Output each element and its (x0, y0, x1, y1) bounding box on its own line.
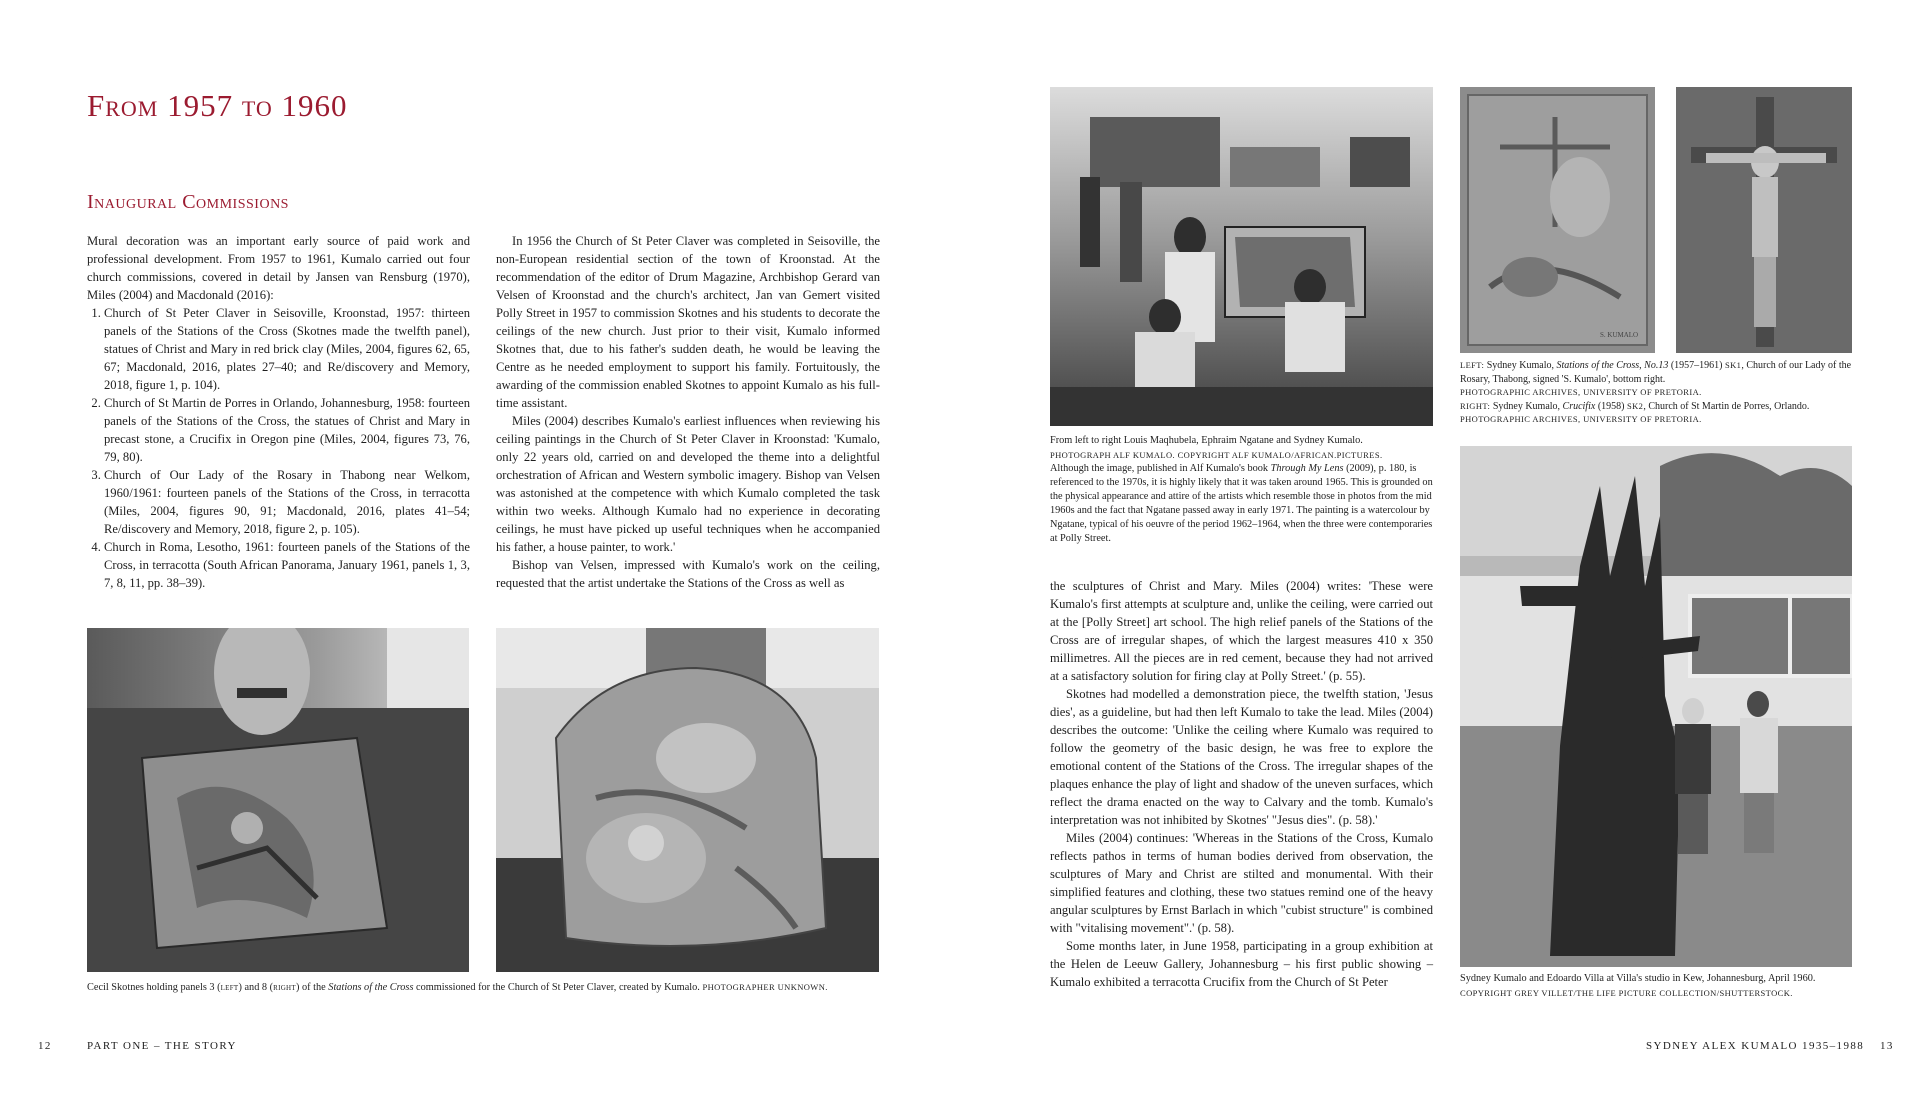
body-paragraph: Miles (2004) describes Kumalo's earliest influences when reviewing his ceiling paintings in the Church of St Peter Claver in Kroonstad: 'Kumalo, only 22 years old, carried on and developed the theme into a delightful orchestration of African and Western symbolic imagery. Bishop van Velsen was astonished at the competence with which Kumalo completed the task within two weeks. Although Kumalo had no experience in decorating ceilings, he must have picked up useful techniques when he accompanied his father, a house painter, to work.' (496, 414, 880, 554)
photo-skotnes-panel-8 (496, 628, 879, 972)
list-item: 2. Church of St Martin de Porres in Orlando, Johannesburg, 1958: fourteen panels of the Stations of the Cross, the statues of Christ and Mary in precast stone, a Crucifix in Oregon pine (Miles, 2004, figures 73, 76, 79, 80). (104, 394, 470, 466)
list-item: 1. Church of St Peter Claver in Seisoville, Kroonstad, 1957: thirteen panels of the Stations of the Cross (Skotnes made the twelfth panel), statues of Christ and Mary in red brick clay (Miles, 2004, figures 62, 65, 67; Macdonald, 2016, plates 27–40; and Re/discovery and Memory, 2018, figure 1, p. 104). (104, 304, 470, 394)
photo-three-artists (1050, 87, 1433, 426)
running-footer: SYDNEY ALEX KUMALO 1935–1988 (1646, 1040, 1865, 1052)
signature-text: S. KUMALO (1600, 331, 1639, 339)
photo-caption-three-artists: From left to right Louis Maqhubela, Ephraim Ngatane and Sydney Kumalo. PHOTOGRAPH ALF KUMALO. COPYRIGHT ALF KUMALO/AFRICAN.PICTURES. Although the image, published in Alf Kumalo's book Through My Lens (2009), p. 180, is referenced to the 1970s, it is highly likely that it was taken around 1965. This is grounded on the physical appearance and attire of the artists which resemble those in photos from the mid 1960s and the fact that Ngatane passed away in early 1971. The painting is a watercolour by Ngatane, typical of his oeuvre of the period 1962–1964, when the three were contemporaries at Polly Street. (1050, 435, 1433, 544)
photo-crucifix (1676, 87, 1852, 353)
body-paragraph: the sculptures of Christ and Mary. Miles (2004) writes: 'These were Kumalo's first attempts at sculpture and, unlike the ceiling, were carried out at the [Polly Street] art school. The high relief panels of the Stations of the Cross are of irregular shapes, of which the largest measures 410 x 350 millimetres. All the pieces are in red cement, because they had not arrived at a satisfactory solution for firing clay at Polly Street.' (p. 55). (1050, 579, 1433, 683)
running-footer: PART ONE – THE STORY (87, 1040, 237, 1052)
intro-paragraph: Mural decoration was an important early source of paid work and professional development. From 1957 to 1961, Kumalo carried out four church commissions, covered in detail by Jansen van Rensburg (1970), Miles (2004) and Macdonald (2016): (87, 234, 470, 302)
photo-caption-reliefs: LEFT: Sydney Kumalo, Stations of the Cross, No.13 (1957–1961) SK1, Church of our Lady of the Rosary, Thabong, signed 'S. Kumalo', bottom right. PHOTOGRAPHIC ARCHIVES, UNIVERSITY OF PRETORIA. RIGHT: Sydney Kumalo, Crucifix (1958) SK2, Church of St Martin de Porres, Orlando. PHOTOGRAPHIC ARCHIVES, UNIVERSITY OF PRETORIA. (1460, 360, 1852, 425)
photo-caption-villa: Sydney Kumalo and Edoardo Villa at Villa's studio in Kew, Johannesburg, April 1960. COPYRIGHT GREY VILLET/THE LIFE PICTURE COLLECTION/SHUTTERSTOCK. (1460, 973, 1816, 998)
text-column-1 (87, 232, 470, 592)
photo-kumalo-villa-studio (1460, 446, 1852, 967)
body-paragraph: In 1956 the Church of St Peter Claver was completed in Seisoville, the non-European residential section of the town of Kroonstad. At the recommendation of the editor of Drum Magazine, Archbishop Gerard van Velsen of Kroonstad and the church's architect, Jan van Gemert visited Polly Street in 1957 to commission Skotnes and his students to decorate the ceilings of the new church. Just prior to their visit, Kumalo informed Skotnes that, due to his father's sudden death, he would be leaving the Centre as he needed employment to support his family. Fortuitously, the awarding of the commission enabled Skotnes to appoint Kumalo as his full-time assistant. (496, 234, 880, 410)
photo-stations-no13 (1460, 87, 1655, 353)
photo-note: Although the image, published in Alf Kumalo's book Through My Lens (2009), p. 180, is referenced to the 1970s, it is highly likely that it was taken around 1965. This is grounded on the physical appearance and attire of the artists which resemble those in photos from the mid 1960s and the fact that Ngatane passed away in early 1971. The painting is a watercolour by Ngatane, typical of his oeuvre of the period 1962–1964, when the three were contemporaries at Polly Street. (1050, 463, 1433, 544)
text-column-2 (496, 232, 880, 592)
page-number: 12 (38, 1040, 52, 1052)
section-heading: Inaugural Commissions (87, 191, 289, 213)
body-paragraph: Miles (2004) continues: 'Whereas in the Stations of the Cross, Kumalo reflects pathos in terms of human bodies derived from observation, the sculptures of Mary and Christ are stilted and monumental. With their simplified features and clothing, these two statues remind one of the heavy angular sculptures by Ernst Barlach in which "cubist structure" is combined with "vitalising movement".' (p. 58). (1050, 831, 1433, 935)
body-paragraph: Skotnes had modelled a demonstration piece, the twelfth station, 'Jesus dies', as a guideline, but had then left Kumalo to take the lead. Miles (2004) describes the outcome: 'Unlike the ceiling where Kumalo was required to follow the geometry of the basic design, he was free to explore the emotional content of the Stations of the Cross. The irregular shapes of the plaques enhance the play of light and shadow of the uneven surfaces, which reflect the drama enacted on the way to Calvary and the tomb. Kumalo's interpretation was not inhibited by Skotnes' "Jesus dies". (p. 58).' (1050, 687, 1433, 827)
photo-skotnes-panel-3 (87, 628, 469, 972)
commission-list (87, 304, 470, 592)
list-item: 3. Church of Our Lady of the Rosary in Thabong near Welkom, 1960/1961: fourteen panels of the Stations of the Cross, in terracotta (Miles, 2004, figures 90, 91; Macdonald, 2016, plates 41–54; Re/discovery and Memory, 2018, figure 2, p. 105). (104, 466, 470, 538)
body-paragraph: Some months later, in June 1958, participating in a group exhibition at the Helen de Leeuw Gallery, Johannesburg – his first public showing – Kumalo exhibited a terracotta Crucifix from the Church of St Peter (1050, 939, 1433, 989)
page-title: From 1957 to 1960 (87, 88, 348, 123)
list-item: 4. Church in Roma, Lesotho, 1961: fourteen panels of the Stations of the Cross, in terracotta (South African Panorama, January 1961, panels 1, 3, 7, 8, 11, pp. 38–39). (104, 538, 470, 592)
page-number: 13 (1880, 1040, 1894, 1052)
photo-caption-bottom: Cecil Skotnes holding panels 3 (left) and 8 (right) of the Stations of the Cross commissioned for the Church of St Peter Claver, created by Kumalo. PHOTOGRAPHER UNKNOWN. (87, 982, 828, 993)
text-column-3 (1050, 577, 1433, 991)
body-paragraph: Bishop van Velsen, impressed with Kumalo's work on the ceiling, requested that the artist undertake the Stations of the Cross as well as (496, 558, 880, 590)
